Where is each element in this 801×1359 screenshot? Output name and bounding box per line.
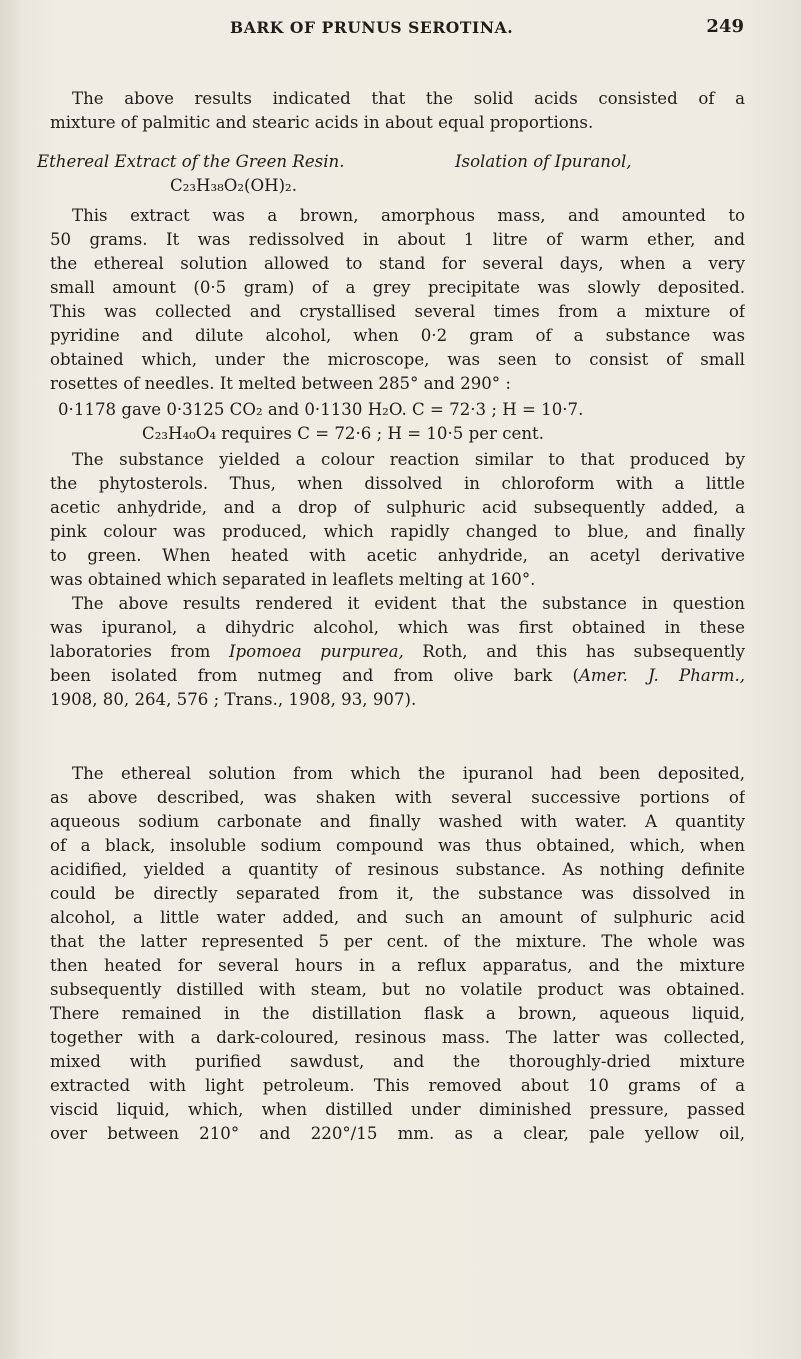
text-line: over between 210° and 220°/15 mm. as a clear, pale yellow oil, [50, 1124, 745, 1143]
analysis-found: 0·1178 gave 0·3125 CO₂ and 0·1130 H₂O. C = 72·3 ; H = 10·7. [58, 400, 584, 419]
text-line: laboratories from Ipomoea purpurea, Roth, and this has subsequently [50, 642, 745, 661]
paragraph-ipuranol-identity [50, 592, 745, 712]
text-line: of a black, insoluble sodium compound was thus obtained, which, when [50, 836, 745, 855]
text-line: The above results rendered it evident that the substance in question [72, 594, 745, 613]
paragraph-extract-description [50, 204, 745, 396]
text-line: acidified, yielded a quantity of resinous substance. As nothing definite [50, 860, 745, 879]
text-line: pink colour was produced, which rapidly changed to blue, and finally [50, 522, 745, 541]
text-line: obtained which, under the microscope, was seen to consist of small [50, 350, 745, 369]
text-line: The above results indicated that the solid acids consisted of a [72, 89, 745, 108]
text-line: subsequently distilled with steam, but no volatile product was obtained. [50, 980, 745, 999]
heading-formula: C₂₃H₃₈O₂(OH)₂. [170, 176, 297, 195]
text-line: aqueous sodium carbonate and finally washed with water. A quantity [50, 812, 745, 831]
text-line: extracted with light petroleum. This removed about 10 grams of a [50, 1076, 745, 1095]
paragraph-palmitic-stearic [50, 87, 745, 135]
paragraph-ethereal-solution [50, 762, 745, 1146]
text-line: mixture of palmitic and stearic acids in about equal proportions. [50, 113, 594, 132]
italic-species-name: Ipomoea purpurea, [229, 642, 404, 661]
text-line: alcohol, a little water added, and such an amount of sulphuric acid [50, 908, 745, 927]
text-line: This extract was a brown, amorphous mass, and amounted to [72, 206, 745, 225]
running-title: BARK OF PRUNUS SEROTINA. [230, 18, 514, 37]
text-line: the ethereal solution allowed to stand for several days, when a very [50, 254, 745, 273]
text-line: pyridine and dilute alcohol, when 0·2 gram of a substance was [50, 326, 745, 345]
text-line: could be directly separated from it, the substance was dissolved in [50, 884, 745, 903]
text-line: rosettes of needles. It melted between 285° and 290° : [50, 374, 511, 393]
section-heading [37, 150, 745, 198]
text-line: was obtained which separated in leaflets melting at 160°. [50, 570, 536, 589]
italic-journal-name: Amer. J. Pharm., [578, 666, 745, 685]
combustion-analysis [50, 398, 745, 446]
text-line: This was collected and crystallised several times from a mixture of [50, 302, 745, 321]
text-line: to green. When heated with acetic anhydride, an acetyl derivative [50, 546, 745, 565]
analysis-required: C₂₃H₄₀O₄ requires C = 72·6 ; H = 10·5 per cent. [142, 424, 544, 443]
text-line: together with a dark-coloured, resinous mass. The latter was collected, [50, 1028, 745, 1047]
text-line: 1908, 80, 264, 576 ; Trans., 1908, 93, 907). [50, 690, 417, 709]
running-header [40, 14, 750, 42]
text-line: been isolated from nutmeg and from olive bark (Amer. J. Pharm., [50, 666, 745, 685]
text-line: as above described, was shaken with several successive portions of [50, 788, 745, 807]
paragraph-colour-reaction [50, 448, 745, 592]
text-line: was ipuranol, a dihydric alcohol, which was first obtained in these [50, 618, 745, 637]
text-line: then heated for several hours in a reflux apparatus, and the mixture [50, 956, 745, 975]
heading-isolation-ipuranol: Isolation of Ipuranol, [455, 152, 632, 171]
page-number: 249 [706, 16, 744, 37]
text-line: There remained in the distillation flask a brown, aqueous liquid, [50, 1004, 745, 1023]
text-line: that the latter represented 5 per cent. of the mixture. The whole was [50, 932, 745, 951]
text-line: The substance yielded a colour reaction similar to that produced by [72, 450, 745, 469]
text-line: acetic anhydride, and a drop of sulphuric acid subsequently added, a [50, 498, 745, 517]
text-line: mixed with purified sawdust, and the thoroughly-dried mixture [50, 1052, 745, 1071]
heading-ethereal-extract: Ethereal Extract of the Green Resin. [37, 152, 345, 171]
text-line: viscid liquid, which, when distilled under diminished pressure, passed [50, 1100, 745, 1119]
text-line: 50 grams. It was redissolved in about 1 litre of warm ether, and [50, 230, 745, 249]
text-line: The ethereal solution from which the ipuranol had been deposited, [72, 764, 745, 783]
text-line: the phytosterols. Thus, when dissolved in chloroform with a little [50, 474, 745, 493]
text-line: small amount (0·5 gram) of a grey precipitate was slowly deposited. [50, 278, 745, 297]
